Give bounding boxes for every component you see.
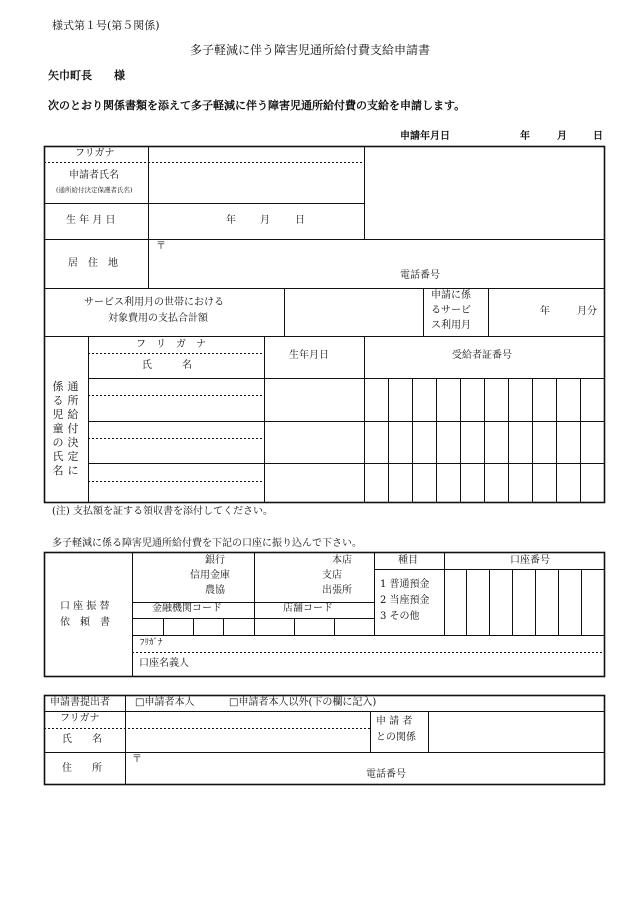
submitter-phone-label: 電話番号: [366, 769, 406, 780]
children-side-label-right: [67, 380, 79, 478]
birth-date-label: 生 年 月 日: [66, 215, 116, 226]
bank-side-label-line1: 口 座 振 替: [60, 601, 110, 612]
service-month-label-line1: 申請に係: [431, 290, 471, 301]
date-year-label: 年: [520, 131, 530, 142]
submitter-label: 申請書提出者: [50, 697, 110, 708]
submitter-name-label: 氏 名: [62, 734, 102, 745]
addressee: 矢巾町長 様: [48, 69, 125, 82]
children-side-label-col2: 係る児童の氏名: [52, 380, 64, 477]
page-title: 多子軽減に伴う障害児通所給付費支給申請書: [190, 43, 431, 57]
account-kind-3: 3 その他: [380, 611, 420, 622]
applicant-name-note: (通所給付決定保護者氏名): [56, 186, 133, 194]
service-month-suffix: 月分: [577, 306, 597, 317]
branch-code-label: 店舗コード: [283, 603, 333, 614]
service-total-label-line1: サービス利用月の世帯における: [84, 297, 224, 308]
phone-label: 電話番号: [400, 270, 440, 281]
application-date-label: 申請年月日: [400, 131, 450, 142]
applicant-name-label: 申請者氏名: [69, 170, 119, 181]
bank-code-label: 金融機関コード: [152, 603, 222, 614]
account-kind-1: 1 普通預金: [380, 579, 430, 590]
account-kind-label: 種目: [398, 555, 418, 566]
children-side-label-left: [52, 380, 64, 478]
service-year-label: 年: [540, 306, 550, 317]
bank-type-nokyo: 農協: [205, 585, 225, 596]
bank-intro: 多子軽減に係る障害児通所給付費を下記の口座に振り込んで下さい。: [52, 538, 362, 549]
bank-type-bank: 銀行: [205, 555, 225, 566]
submitter-postal-mark: 〒: [132, 754, 142, 765]
submitter-furigana-label: フリガナ: [60, 713, 100, 724]
submitter-option-other[interactable]: □申請者本人以外(下の欄に記入): [229, 697, 377, 708]
bank-side-label-line2: 依 頼 書: [60, 617, 110, 628]
children-name-header: 氏 名: [142, 360, 192, 371]
birth-month-label: 月: [260, 215, 270, 226]
branch-type-branch: 支店: [322, 570, 342, 581]
receipt-note: (注) 支払額を証する領収書を添付してください。: [52, 506, 273, 517]
postal-mark: 〒: [156, 241, 166, 252]
service-month-label-line2: るサービ: [431, 305, 471, 316]
submitter-option-self[interactable]: □申請者本人: [135, 697, 195, 708]
branch-type-office: 出張所: [322, 585, 352, 596]
account-kind-2: 2 当座預金: [380, 595, 430, 606]
form-number: 様式第１号(第５関係): [52, 19, 160, 32]
branch-type-main: 本店: [332, 555, 352, 566]
service-month-label-line3: ス利用月: [431, 320, 471, 331]
account-holder-label: 口座名義人: [139, 658, 189, 669]
relation-label-line1: 申 請 者: [376, 716, 413, 727]
recipient-number-header: 受給者証番号: [452, 350, 512, 361]
bank-type-shinkin: 信用金庫: [190, 570, 230, 581]
relation-label-line2: との関係: [376, 732, 416, 743]
holder-furigana-label: ﾌﾘｶﾞﾅ: [140, 638, 163, 648]
children-birth-header: 生年月日: [289, 350, 329, 361]
intro-text: 次のとおり関係書類を添えて多子軽減に伴う障害児通所給付費の支給を申請します。: [48, 99, 466, 112]
address-label: 居 住 地: [68, 258, 118, 269]
date-month-label: 月: [557, 131, 567, 142]
birth-year-label: 年: [226, 215, 236, 226]
submitter-address-label: 住 所: [62, 763, 102, 774]
children-furigana-header: フ リ ガ ナ: [136, 339, 206, 350]
birth-day-label: 日: [295, 215, 305, 226]
furigana-label: フリガナ: [75, 148, 115, 159]
account-number-label: 口座番号: [510, 555, 550, 566]
children-side-label-col1: 通所給付決定に: [67, 380, 79, 477]
date-day-label: 日: [593, 131, 603, 142]
service-total-label-line2: 対象費用の支払合計額: [108, 313, 208, 324]
